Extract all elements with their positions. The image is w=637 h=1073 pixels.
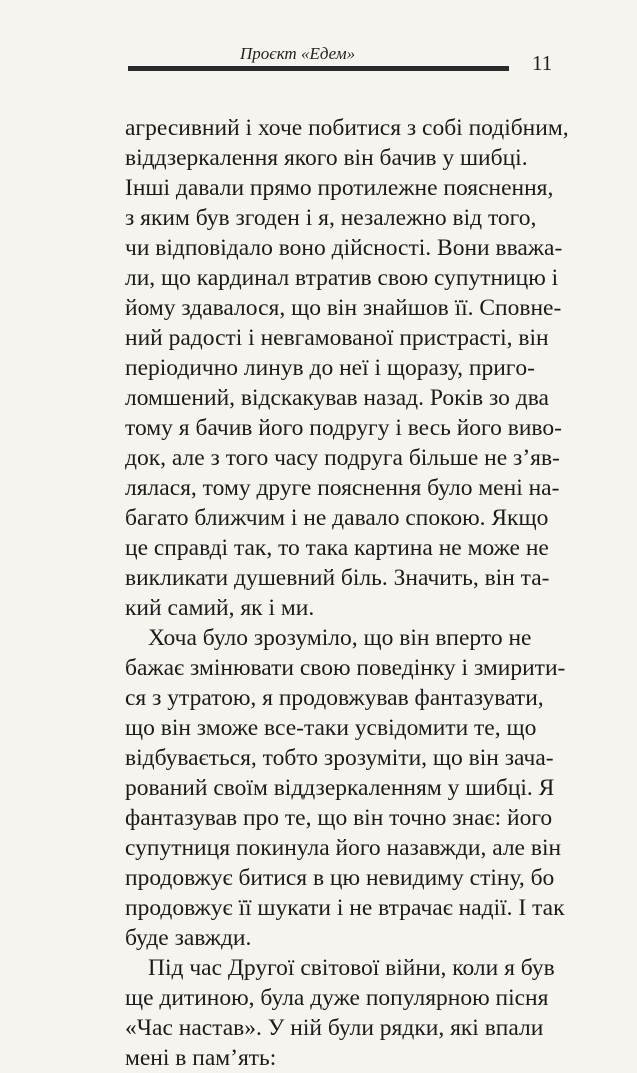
text-line: продовжує битися в цю невидиму стіну, бо (125, 865, 555, 891)
text-line: тому я бачив його подругу і весь його виво- (125, 415, 562, 441)
text-line: з яким був згоден і я, незалежно від того, (125, 205, 537, 231)
text-line: йому здавалося, що він знайшов її. Сповне- (125, 295, 562, 321)
text-line: бажає змінювати свою поведінку і змирити- (125, 655, 566, 681)
text-line: ще дитиною, була дуже популярною пісня (125, 985, 549, 1011)
text-line: багато ближчим і не давало спокою. Якщо (125, 505, 549, 531)
text-line: віддзеркалення якого він бачив у шибці. (125, 145, 528, 171)
text-line: це справді так, то така картина не може не (125, 535, 549, 561)
text-line: продовжує її шукати і не втрачає надії. І так (125, 895, 565, 921)
header-rule (128, 66, 509, 71)
text-line: «Час настав». У ній були рядки, які впали (125, 1015, 544, 1041)
text-line: док, але з того часу подруга більше не з’яв- (125, 445, 560, 471)
text-line: супутниця покинула його назавжди, але він (125, 835, 562, 861)
text-line: викликати душевний біль. Значить, він та- (125, 565, 550, 591)
text-line: що він зможе все-таки усвідомити те, що (125, 715, 537, 741)
text-line: Інші давали прямо протилежне пояснення, (125, 175, 554, 201)
text-line: ли, що кардинал втратив свою супутницю і (125, 265, 559, 291)
text-line: чи відповідало воно дійсності. Вони вважа- (125, 235, 563, 261)
running-title: Проєкт «Едем» (240, 44, 356, 63)
text-line: кий самий, як і ми. (125, 595, 315, 621)
text-line: мені в пам’ять: (125, 1045, 277, 1071)
text-line: фантазував про те, що він точно знає: його (125, 805, 553, 831)
text-line: рований своїм віддзеркаленням у шибці. Я (125, 775, 555, 801)
text-line: ломшений, відскакував назад. Років зо два (125, 385, 549, 411)
text-line: буде завжди. (125, 925, 252, 951)
text-line: відбувається, тобто зрозуміти, що він зача- (125, 745, 554, 771)
text-line: ний радості і невгамованої пристрасті, він (125, 325, 549, 351)
text-line: періодично линув до неї і щоразу, пригo- (125, 355, 535, 381)
text-line: Хоча було зрозуміло, що він вперто не (148, 625, 532, 651)
text-line: Під час Другої світової війни, коли я був (148, 955, 555, 981)
text-line: ся з утратою, я продовжував фантазувати, (125, 685, 544, 711)
text-line: агресивний і хоче побитися з собі подібним, (125, 115, 569, 141)
page-number: 11 (532, 51, 553, 75)
text-line: лялася, тому друге пояснення було мені на- (125, 475, 560, 501)
